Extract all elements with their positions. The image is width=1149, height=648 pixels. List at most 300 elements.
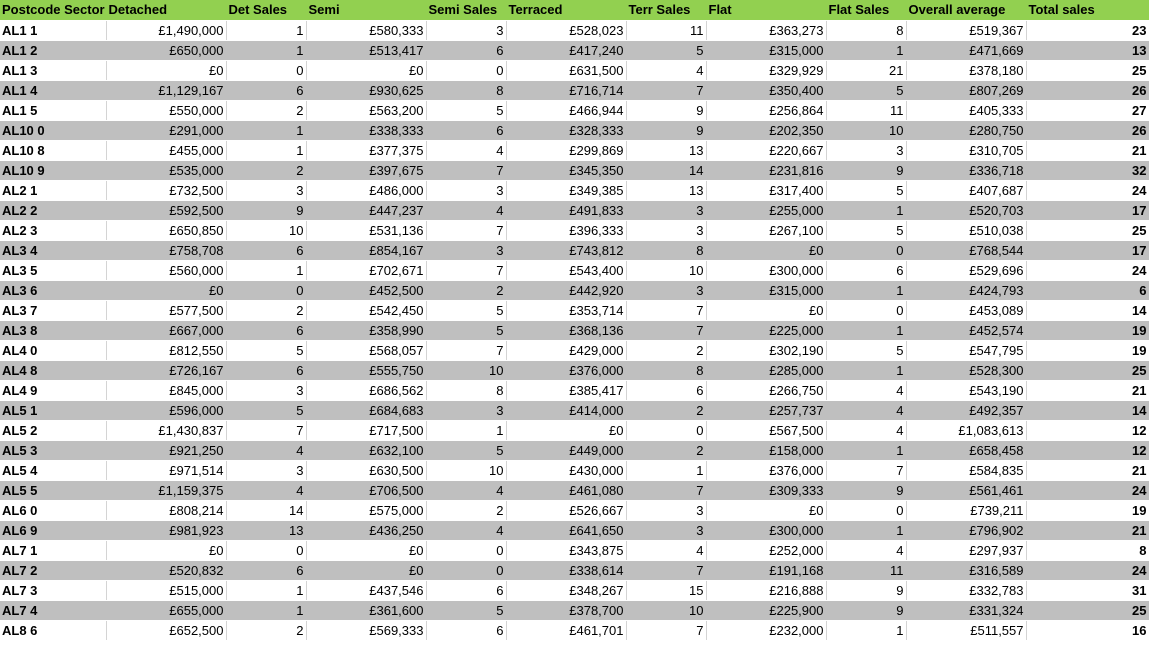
cell-terraced[interactable]: £466,944 <box>506 101 626 121</box>
cell-det-sales[interactable]: 1 <box>226 261 306 281</box>
cell-detached[interactable]: £592,500 <box>106 201 226 221</box>
cell-total-sales[interactable]: 14 <box>1026 401 1149 421</box>
cell-semi[interactable]: £513,417 <box>306 41 426 61</box>
cell-semi[interactable]: £569,333 <box>306 621 426 641</box>
cell-terraced[interactable]: £368,136 <box>506 321 626 341</box>
cell-det-sales[interactable]: 1 <box>226 41 306 61</box>
cell-detached[interactable]: £650,850 <box>106 221 226 241</box>
cell-overall-average[interactable]: £331,324 <box>906 601 1026 621</box>
cell-flat[interactable]: £317,400 <box>706 181 826 201</box>
cell-det-sales[interactable]: 1 <box>226 21 306 41</box>
cell-postcode-sector[interactable]: AL6 9 <box>0 521 106 541</box>
cell-detached[interactable]: £455,000 <box>106 141 226 161</box>
cell-terr-sales[interactable]: 4 <box>626 541 706 561</box>
cell-overall-average[interactable]: £310,705 <box>906 141 1026 161</box>
cell-semi-sales[interactable]: 4 <box>426 201 506 221</box>
cell-flat-sales[interactable]: 1 <box>826 621 906 641</box>
cell-postcode-sector[interactable]: AL7 2 <box>0 561 106 581</box>
cell-total-sales[interactable]: 19 <box>1026 321 1149 341</box>
cell-flat-sales[interactable]: 0 <box>826 301 906 321</box>
cell-terraced[interactable]: £641,650 <box>506 521 626 541</box>
cell-total-sales[interactable]: 26 <box>1026 121 1149 141</box>
cell-flat-sales[interactable]: 10 <box>826 121 906 141</box>
cell-total-sales[interactable]: 25 <box>1026 601 1149 621</box>
cell-semi[interactable]: £0 <box>306 541 426 561</box>
cell-detached[interactable]: £520,832 <box>106 561 226 581</box>
cell-terraced[interactable]: £491,833 <box>506 201 626 221</box>
cell-semi[interactable]: £630,500 <box>306 461 426 481</box>
cell-det-sales[interactable]: 3 <box>226 381 306 401</box>
cell-semi[interactable]: £706,500 <box>306 481 426 501</box>
cell-total-sales[interactable]: 8 <box>1026 541 1149 561</box>
cell-semi[interactable]: £0 <box>306 561 426 581</box>
cell-terr-sales[interactable]: 2 <box>626 441 706 461</box>
cell-postcode-sector[interactable]: AL7 1 <box>0 541 106 561</box>
cell-flat[interactable]: £363,273 <box>706 21 826 41</box>
cell-flat[interactable]: £300,000 <box>706 521 826 541</box>
cell-terr-sales[interactable]: 2 <box>626 341 706 361</box>
cell-overall-average[interactable]: £453,089 <box>906 301 1026 321</box>
cell-det-sales[interactable]: 6 <box>226 361 306 381</box>
cell-terr-sales[interactable]: 9 <box>626 121 706 141</box>
cell-semi-sales[interactable]: 3 <box>426 401 506 421</box>
cell-flat[interactable]: £376,000 <box>706 461 826 481</box>
cell-detached[interactable]: £1,159,375 <box>106 481 226 501</box>
cell-postcode-sector[interactable]: AL1 3 <box>0 61 106 81</box>
cell-det-sales[interactable]: 6 <box>226 561 306 581</box>
cell-semi[interactable]: £632,100 <box>306 441 426 461</box>
cell-detached[interactable]: £667,000 <box>106 321 226 341</box>
cell-det-sales[interactable]: 13 <box>226 521 306 541</box>
cell-semi-sales[interactable]: 5 <box>426 301 506 321</box>
cell-flat-sales[interactable]: 4 <box>826 381 906 401</box>
cell-total-sales[interactable]: 25 <box>1026 361 1149 381</box>
cell-semi-sales[interactable]: 7 <box>426 221 506 241</box>
cell-flat-sales[interactable]: 0 <box>826 501 906 521</box>
cell-flat-sales[interactable]: 21 <box>826 61 906 81</box>
cell-semi[interactable]: £717,500 <box>306 421 426 441</box>
cell-terraced[interactable]: £396,333 <box>506 221 626 241</box>
cell-overall-average[interactable]: £471,669 <box>906 41 1026 61</box>
cell-flat[interactable]: £231,816 <box>706 161 826 181</box>
cell-terr-sales[interactable]: 3 <box>626 221 706 241</box>
cell-flat[interactable]: £252,000 <box>706 541 826 561</box>
cell-detached[interactable]: £650,000 <box>106 41 226 61</box>
cell-semi[interactable]: £452,500 <box>306 281 426 301</box>
cell-detached[interactable]: £0 <box>106 61 226 81</box>
cell-semi-sales[interactable]: 6 <box>426 41 506 61</box>
cell-postcode-sector[interactable]: AL7 3 <box>0 581 106 601</box>
cell-postcode-sector[interactable]: AL3 6 <box>0 281 106 301</box>
cell-semi[interactable]: £580,333 <box>306 21 426 41</box>
cell-det-sales[interactable]: 2 <box>226 161 306 181</box>
cell-flat[interactable]: £256,864 <box>706 101 826 121</box>
cell-flat-sales[interactable]: 4 <box>826 541 906 561</box>
cell-flat[interactable]: £0 <box>706 501 826 521</box>
cell-detached[interactable]: £291,000 <box>106 121 226 141</box>
cell-det-sales[interactable]: 0 <box>226 61 306 81</box>
cell-flat[interactable]: £350,400 <box>706 81 826 101</box>
cell-det-sales[interactable]: 3 <box>226 181 306 201</box>
cell-semi[interactable]: £486,000 <box>306 181 426 201</box>
cell-semi-sales[interactable]: 1 <box>426 421 506 441</box>
cell-total-sales[interactable]: 21 <box>1026 141 1149 161</box>
cell-flat-sales[interactable]: 6 <box>826 261 906 281</box>
cell-postcode-sector[interactable]: AL5 4 <box>0 461 106 481</box>
cell-terr-sales[interactable]: 0 <box>626 421 706 441</box>
cell-semi-sales[interactable]: 4 <box>426 141 506 161</box>
cell-terraced[interactable]: £461,080 <box>506 481 626 501</box>
cell-semi-sales[interactable]: 10 <box>426 461 506 481</box>
cell-postcode-sector[interactable]: AL10 8 <box>0 141 106 161</box>
header-terraced[interactable]: Terraced <box>506 0 626 21</box>
cell-det-sales[interactable]: 4 <box>226 441 306 461</box>
cell-detached[interactable]: £1,430,837 <box>106 421 226 441</box>
cell-overall-average[interactable]: £796,902 <box>906 521 1026 541</box>
cell-semi-sales[interactable]: 7 <box>426 261 506 281</box>
cell-flat[interactable]: £0 <box>706 241 826 261</box>
cell-total-sales[interactable]: 19 <box>1026 341 1149 361</box>
cell-flat-sales[interactable]: 5 <box>826 221 906 241</box>
cell-flat[interactable]: £191,168 <box>706 561 826 581</box>
cell-postcode-sector[interactable]: AL5 1 <box>0 401 106 421</box>
cell-semi-sales[interactable]: 3 <box>426 181 506 201</box>
cell-semi[interactable]: £397,675 <box>306 161 426 181</box>
cell-overall-average[interactable]: £332,783 <box>906 581 1026 601</box>
cell-semi-sales[interactable]: 3 <box>426 21 506 41</box>
cell-overall-average[interactable]: £510,038 <box>906 221 1026 241</box>
cell-postcode-sector[interactable]: AL1 4 <box>0 81 106 101</box>
cell-flat[interactable]: £220,667 <box>706 141 826 161</box>
cell-detached[interactable]: £1,129,167 <box>106 81 226 101</box>
cell-overall-average[interactable]: £547,795 <box>906 341 1026 361</box>
cell-semi[interactable]: £377,375 <box>306 141 426 161</box>
cell-total-sales[interactable]: 19 <box>1026 501 1149 521</box>
cell-semi[interactable]: £684,683 <box>306 401 426 421</box>
cell-overall-average[interactable]: £543,190 <box>906 381 1026 401</box>
cell-flat[interactable]: £202,350 <box>706 121 826 141</box>
cell-flat-sales[interactable]: 11 <box>826 561 906 581</box>
cell-postcode-sector[interactable]: AL6 0 <box>0 501 106 521</box>
cell-semi-sales[interactable]: 3 <box>426 241 506 261</box>
cell-terraced[interactable]: £743,812 <box>506 241 626 261</box>
cell-overall-average[interactable]: £561,461 <box>906 481 1026 501</box>
cell-flat[interactable]: £266,750 <box>706 381 826 401</box>
cell-semi[interactable]: £568,057 <box>306 341 426 361</box>
cell-postcode-sector[interactable]: AL8 6 <box>0 621 106 641</box>
cell-terraced[interactable]: £0 <box>506 421 626 441</box>
cell-flat-sales[interactable]: 9 <box>826 601 906 621</box>
cell-overall-average[interactable]: £739,211 <box>906 501 1026 521</box>
cell-total-sales[interactable]: 6 <box>1026 281 1149 301</box>
cell-overall-average[interactable]: £297,937 <box>906 541 1026 561</box>
cell-flat[interactable]: £232,000 <box>706 621 826 641</box>
cell-terr-sales[interactable]: 1 <box>626 461 706 481</box>
cell-terraced[interactable]: £461,701 <box>506 621 626 641</box>
cell-terr-sales[interactable]: 7 <box>626 621 706 641</box>
cell-flat-sales[interactable]: 5 <box>826 181 906 201</box>
cell-flat[interactable]: £225,900 <box>706 601 826 621</box>
cell-semi-sales[interactable]: 7 <box>426 341 506 361</box>
cell-semi[interactable]: £555,750 <box>306 361 426 381</box>
cell-semi-sales[interactable]: 2 <box>426 281 506 301</box>
cell-flat-sales[interactable]: 5 <box>826 341 906 361</box>
header-semi-sales[interactable]: Semi Sales <box>426 0 506 21</box>
cell-total-sales[interactable]: 13 <box>1026 41 1149 61</box>
cell-overall-average[interactable]: £520,703 <box>906 201 1026 221</box>
cell-flat-sales[interactable]: 3 <box>826 141 906 161</box>
cell-semi[interactable]: £542,450 <box>306 301 426 321</box>
cell-postcode-sector[interactable]: AL1 2 <box>0 41 106 61</box>
cell-terr-sales[interactable]: 3 <box>626 281 706 301</box>
cell-semi-sales[interactable]: 7 <box>426 161 506 181</box>
cell-terr-sales[interactable]: 13 <box>626 141 706 161</box>
cell-flat-sales[interactable]: 1 <box>826 361 906 381</box>
cell-terraced[interactable]: £385,417 <box>506 381 626 401</box>
header-postcode-sector[interactable]: Postcode Sector <box>0 0 106 21</box>
cell-overall-average[interactable]: £584,835 <box>906 461 1026 481</box>
cell-terraced[interactable]: £378,700 <box>506 601 626 621</box>
cell-postcode-sector[interactable]: AL4 0 <box>0 341 106 361</box>
cell-flat-sales[interactable]: 7 <box>826 461 906 481</box>
cell-overall-average[interactable]: £405,333 <box>906 101 1026 121</box>
cell-postcode-sector[interactable]: AL5 5 <box>0 481 106 501</box>
cell-total-sales[interactable]: 31 <box>1026 581 1149 601</box>
cell-terr-sales[interactable]: 10 <box>626 261 706 281</box>
cell-detached[interactable]: £808,214 <box>106 501 226 521</box>
cell-terr-sales[interactable]: 6 <box>626 381 706 401</box>
cell-overall-average[interactable]: £378,180 <box>906 61 1026 81</box>
cell-total-sales[interactable]: 21 <box>1026 461 1149 481</box>
cell-semi-sales[interactable]: 4 <box>426 481 506 501</box>
cell-postcode-sector[interactable]: AL3 7 <box>0 301 106 321</box>
cell-semi[interactable]: £531,136 <box>306 221 426 241</box>
cell-postcode-sector[interactable]: AL5 3 <box>0 441 106 461</box>
cell-postcode-sector[interactable]: AL3 4 <box>0 241 106 261</box>
cell-flat-sales[interactable]: 4 <box>826 421 906 441</box>
cell-total-sales[interactable]: 24 <box>1026 181 1149 201</box>
cell-terr-sales[interactable]: 3 <box>626 501 706 521</box>
cell-total-sales[interactable]: 12 <box>1026 421 1149 441</box>
cell-overall-average[interactable]: £492,357 <box>906 401 1026 421</box>
cell-terr-sales[interactable]: 2 <box>626 401 706 421</box>
cell-terraced[interactable]: £526,667 <box>506 501 626 521</box>
cell-terr-sales[interactable]: 11 <box>626 21 706 41</box>
cell-semi-sales[interactable]: 0 <box>426 61 506 81</box>
cell-total-sales[interactable]: 25 <box>1026 61 1149 81</box>
cell-flat[interactable]: £329,929 <box>706 61 826 81</box>
cell-flat[interactable]: £257,737 <box>706 401 826 421</box>
cell-flat-sales[interactable]: 1 <box>826 201 906 221</box>
cell-flat[interactable]: £315,000 <box>706 281 826 301</box>
cell-flat[interactable]: £315,000 <box>706 41 826 61</box>
cell-semi-sales[interactable]: 6 <box>426 121 506 141</box>
cell-flat-sales[interactable]: 5 <box>826 81 906 101</box>
cell-terr-sales[interactable]: 8 <box>626 241 706 261</box>
cell-total-sales[interactable]: 27 <box>1026 101 1149 121</box>
cell-terr-sales[interactable]: 7 <box>626 81 706 101</box>
cell-terraced[interactable]: £414,000 <box>506 401 626 421</box>
cell-total-sales[interactable]: 16 <box>1026 621 1149 641</box>
cell-terraced[interactable]: £429,000 <box>506 341 626 361</box>
header-flat[interactable]: Flat <box>706 0 826 21</box>
cell-detached[interactable]: £515,000 <box>106 581 226 601</box>
cell-det-sales[interactable]: 1 <box>226 601 306 621</box>
cell-overall-average[interactable]: £1,083,613 <box>906 421 1026 441</box>
cell-detached[interactable]: £655,000 <box>106 601 226 621</box>
cell-terraced[interactable]: £299,869 <box>506 141 626 161</box>
cell-terr-sales[interactable]: 7 <box>626 301 706 321</box>
cell-detached[interactable]: £550,000 <box>106 101 226 121</box>
cell-terraced[interactable]: £338,614 <box>506 561 626 581</box>
cell-det-sales[interactable]: 0 <box>226 281 306 301</box>
cell-detached[interactable]: £812,550 <box>106 341 226 361</box>
cell-overall-average[interactable]: £658,458 <box>906 441 1026 461</box>
cell-terr-sales[interactable]: 8 <box>626 361 706 381</box>
cell-terraced[interactable]: £343,875 <box>506 541 626 561</box>
cell-flat-sales[interactable]: 8 <box>826 21 906 41</box>
cell-terraced[interactable]: £345,350 <box>506 161 626 181</box>
cell-total-sales[interactable]: 12 <box>1026 441 1149 461</box>
cell-semi-sales[interactable]: 8 <box>426 381 506 401</box>
header-det-sales[interactable]: Det Sales <box>226 0 306 21</box>
cell-detached[interactable]: £845,000 <box>106 381 226 401</box>
cell-total-sales[interactable]: 21 <box>1026 521 1149 541</box>
cell-postcode-sector[interactable]: AL5 2 <box>0 421 106 441</box>
header-total-sales[interactable]: Total sales <box>1026 0 1149 21</box>
cell-detached[interactable]: £577,500 <box>106 301 226 321</box>
cell-semi-sales[interactable]: 10 <box>426 361 506 381</box>
cell-det-sales[interactable]: 14 <box>226 501 306 521</box>
cell-detached[interactable]: £758,708 <box>106 241 226 261</box>
cell-terraced[interactable]: £716,714 <box>506 81 626 101</box>
cell-semi-sales[interactable]: 5 <box>426 441 506 461</box>
cell-total-sales[interactable]: 24 <box>1026 481 1149 501</box>
cell-terr-sales[interactable]: 15 <box>626 581 706 601</box>
cell-total-sales[interactable]: 25 <box>1026 221 1149 241</box>
cell-flat[interactable]: £302,190 <box>706 341 826 361</box>
cell-detached[interactable]: £921,250 <box>106 441 226 461</box>
cell-overall-average[interactable]: £768,544 <box>906 241 1026 261</box>
cell-flat[interactable]: £216,888 <box>706 581 826 601</box>
cell-flat[interactable]: £267,100 <box>706 221 826 241</box>
cell-overall-average[interactable]: £280,750 <box>906 121 1026 141</box>
cell-det-sales[interactable]: 6 <box>226 241 306 261</box>
cell-semi-sales[interactable]: 0 <box>426 541 506 561</box>
cell-postcode-sector[interactable]: AL2 1 <box>0 181 106 201</box>
cell-semi-sales[interactable]: 5 <box>426 601 506 621</box>
cell-postcode-sector[interactable]: AL10 9 <box>0 161 106 181</box>
cell-overall-average[interactable]: £407,687 <box>906 181 1026 201</box>
cell-semi[interactable]: £575,000 <box>306 501 426 521</box>
cell-flat-sales[interactable]: 9 <box>826 161 906 181</box>
cell-terraced[interactable]: £348,267 <box>506 581 626 601</box>
cell-terraced[interactable]: £349,385 <box>506 181 626 201</box>
cell-semi-sales[interactable]: 5 <box>426 101 506 121</box>
cell-detached[interactable]: £596,000 <box>106 401 226 421</box>
cell-flat-sales[interactable]: 9 <box>826 581 906 601</box>
cell-semi[interactable]: £361,600 <box>306 601 426 621</box>
cell-overall-average[interactable]: £336,718 <box>906 161 1026 181</box>
cell-flat-sales[interactable]: 0 <box>826 241 906 261</box>
cell-terr-sales[interactable]: 10 <box>626 601 706 621</box>
cell-det-sales[interactable]: 1 <box>226 581 306 601</box>
cell-semi-sales[interactable]: 2 <box>426 501 506 521</box>
header-flat-sales[interactable]: Flat Sales <box>826 0 906 21</box>
cell-terraced[interactable]: £631,500 <box>506 61 626 81</box>
cell-flat-sales[interactable]: 1 <box>826 321 906 341</box>
cell-postcode-sector[interactable]: AL2 2 <box>0 201 106 221</box>
cell-terraced[interactable]: £328,333 <box>506 121 626 141</box>
cell-det-sales[interactable]: 10 <box>226 221 306 241</box>
cell-overall-average[interactable]: £528,300 <box>906 361 1026 381</box>
cell-detached[interactable]: £732,500 <box>106 181 226 201</box>
cell-flat[interactable]: £0 <box>706 301 826 321</box>
cell-total-sales[interactable]: 17 <box>1026 201 1149 221</box>
header-overall-average[interactable]: Overall average <box>906 0 1026 21</box>
cell-terraced[interactable]: £417,240 <box>506 41 626 61</box>
cell-semi[interactable]: £338,333 <box>306 121 426 141</box>
cell-detached[interactable]: £1,490,000 <box>106 21 226 41</box>
cell-semi[interactable]: £437,546 <box>306 581 426 601</box>
cell-semi[interactable]: £563,200 <box>306 101 426 121</box>
cell-postcode-sector[interactable]: AL3 5 <box>0 261 106 281</box>
cell-terr-sales[interactable]: 9 <box>626 101 706 121</box>
cell-det-sales[interactable]: 2 <box>226 301 306 321</box>
cell-flat[interactable]: £255,000 <box>706 201 826 221</box>
cell-overall-average[interactable]: £807,269 <box>906 81 1026 101</box>
cell-total-sales[interactable]: 32 <box>1026 161 1149 181</box>
cell-terraced[interactable]: £528,023 <box>506 21 626 41</box>
cell-terraced[interactable]: £449,000 <box>506 441 626 461</box>
cell-flat-sales[interactable]: 9 <box>826 481 906 501</box>
cell-postcode-sector[interactable]: AL4 9 <box>0 381 106 401</box>
cell-total-sales[interactable]: 26 <box>1026 81 1149 101</box>
cell-det-sales[interactable]: 7 <box>226 421 306 441</box>
cell-det-sales[interactable]: 5 <box>226 341 306 361</box>
cell-terr-sales[interactable]: 14 <box>626 161 706 181</box>
cell-flat[interactable]: £309,333 <box>706 481 826 501</box>
cell-semi-sales[interactable]: 8 <box>426 81 506 101</box>
cell-flat-sales[interactable]: 11 <box>826 101 906 121</box>
cell-postcode-sector[interactable]: AL2 3 <box>0 221 106 241</box>
cell-postcode-sector[interactable]: AL1 5 <box>0 101 106 121</box>
cell-overall-average[interactable]: £452,574 <box>906 321 1026 341</box>
cell-detached[interactable]: £652,500 <box>106 621 226 641</box>
header-detached[interactable]: Detached <box>106 0 226 21</box>
cell-det-sales[interactable]: 2 <box>226 621 306 641</box>
cell-semi-sales[interactable]: 5 <box>426 321 506 341</box>
cell-terr-sales[interactable]: 7 <box>626 321 706 341</box>
cell-terraced[interactable]: £376,000 <box>506 361 626 381</box>
cell-postcode-sector[interactable]: AL1 1 <box>0 21 106 41</box>
cell-semi[interactable]: £436,250 <box>306 521 426 541</box>
cell-detached[interactable]: £726,167 <box>106 361 226 381</box>
cell-flat[interactable]: £225,000 <box>706 321 826 341</box>
cell-flat-sales[interactable]: 1 <box>826 441 906 461</box>
cell-detached[interactable]: £0 <box>106 541 226 561</box>
cell-terr-sales[interactable]: 4 <box>626 61 706 81</box>
cell-terraced[interactable]: £442,920 <box>506 281 626 301</box>
cell-semi[interactable]: £447,237 <box>306 201 426 221</box>
cell-terr-sales[interactable]: 3 <box>626 521 706 541</box>
cell-detached[interactable]: £535,000 <box>106 161 226 181</box>
cell-det-sales[interactable]: 6 <box>226 321 306 341</box>
cell-det-sales[interactable]: 4 <box>226 481 306 501</box>
header-terr-sales[interactable]: Terr Sales <box>626 0 706 21</box>
cell-semi-sales[interactable]: 6 <box>426 621 506 641</box>
cell-terr-sales[interactable]: 7 <box>626 481 706 501</box>
